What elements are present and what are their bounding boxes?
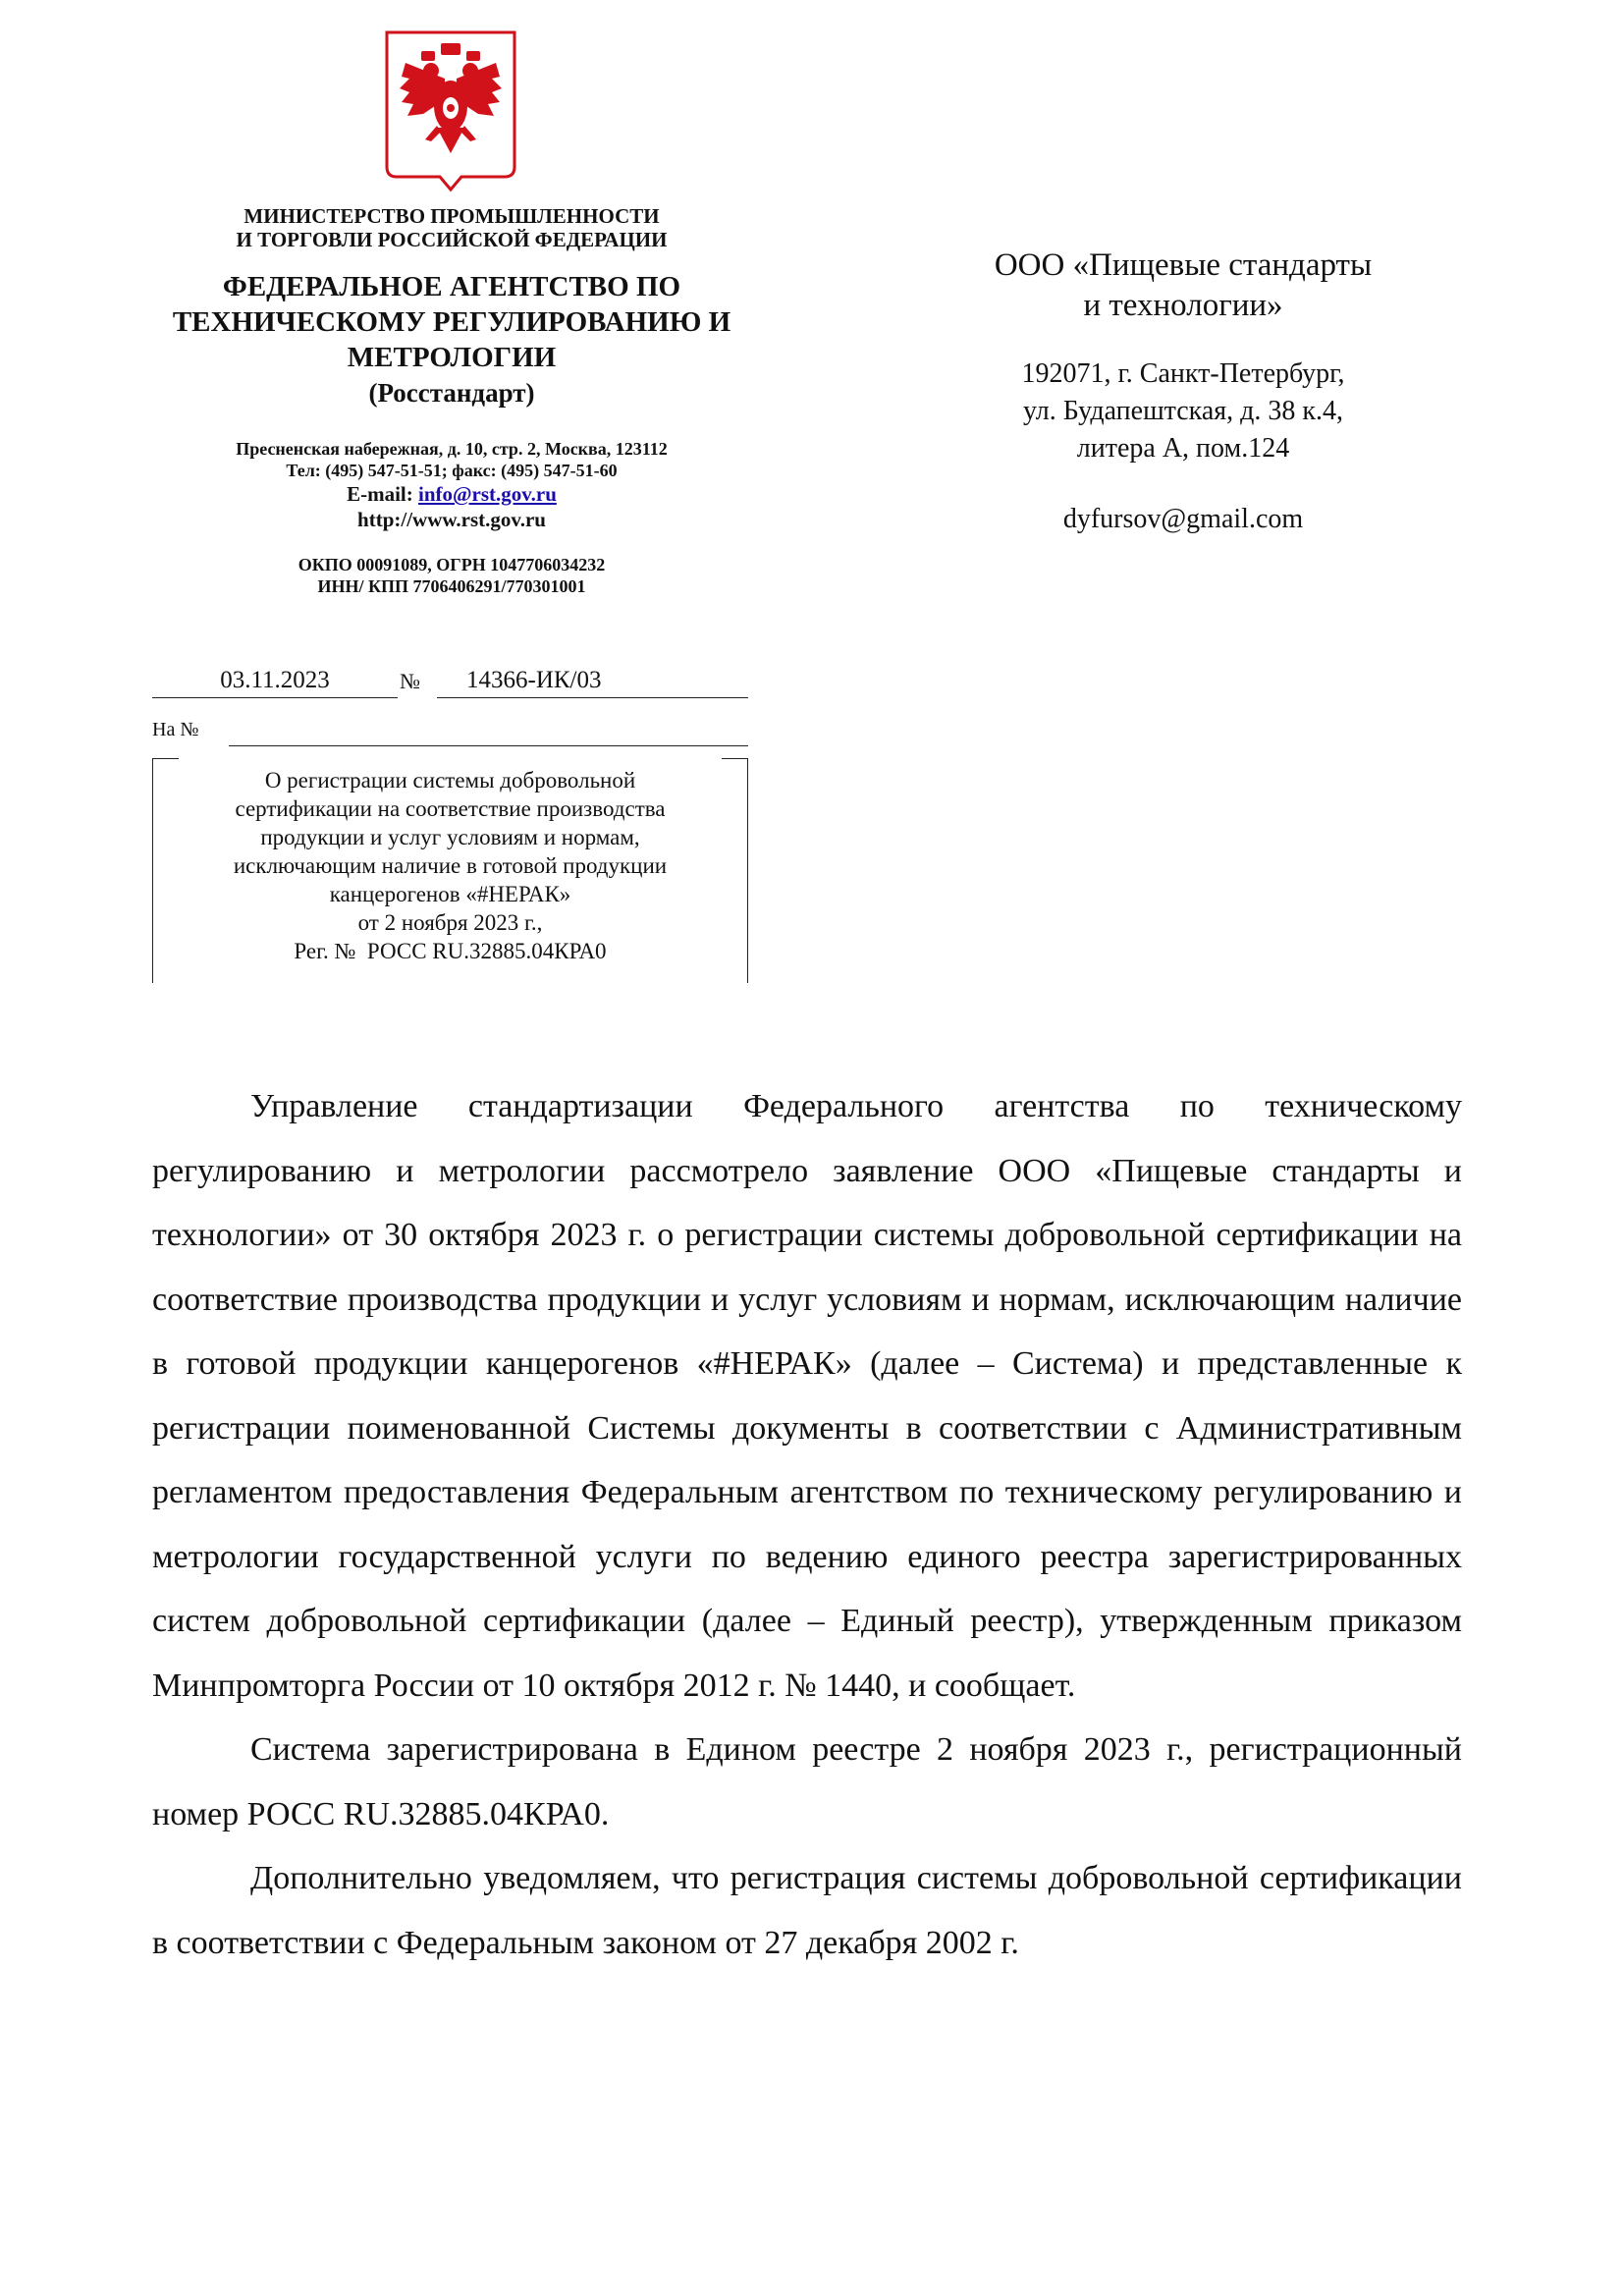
subject-text <box>172 766 729 965</box>
body-paragraph-2: Система зарегистрирована в Едином реестре 2 ноября 2023 г., регистрационный номер РОСС RU.32885.04КРА0. <box>152 1731 1462 1832</box>
agency-phone: Тел: (495) 547-51-51; факс: (495) 547-51-60 <box>286 461 618 480</box>
letter-body <box>152 1074 1462 1975</box>
subject-block <box>152 758 748 982</box>
document-date-number <box>152 665 748 698</box>
reference-underline <box>229 745 748 746</box>
agency-contacts <box>147 438 756 532</box>
agency-address: Пресненская набережная, д. 10, стр. 2, Москва, 123112 <box>236 439 668 459</box>
agency-codes <box>147 554 756 597</box>
coat-of-arms-icon <box>384 29 517 192</box>
addressee-address <box>903 355 1463 467</box>
subject-line-6: от 2 ноября 2023 г., <box>357 910 543 935</box>
letterhead <box>147 196 756 597</box>
addressee-org-line-1: ООО «Пищевые стандарты <box>994 247 1373 283</box>
agency-line-3: МЕТРОЛОГИИ <box>347 342 557 373</box>
reference-label: На № <box>152 719 199 740</box>
inn-kpp: ИНН/ КПП 7706406291/770301001 <box>317 576 586 596</box>
subject-line-3: продукции и услуг условиям и нормам, <box>260 825 640 849</box>
body-paragraph-3: Дополнительно уведомляем, что регистрация системы добровольной сертификации в соответствии с Федеральным законом от 27 декабря 2002 г. <box>152 1860 1462 1961</box>
agency-email-link[interactable]: info@rst.gov.ru <box>418 482 557 506</box>
addressee-block <box>903 246 1463 538</box>
email-label: E-mail: <box>347 482 419 506</box>
subject-line-4: исключающим наличие в готовой продукции <box>233 853 668 878</box>
addressee-email: dyfursov@gmail.com <box>1062 504 1304 534</box>
agency-line-1: ФЕДЕРАЛЬНОЕ АГЕНТСТВО ПО <box>222 271 681 302</box>
body-paragraph-1: Управление стандартизации Федерального агентства по техническому регулированию и метрологии рассмотрело заявление ООО «Пищевые стандарты и технологии» от 30 октября 2023 г. о регистрации системы добровольной сертификации на соответствие производства продукции и услуг условиям и нормам, исключающим наличие в готовой продукции канцерогенов «#НЕРАК» (далее – Система) и представленные к регистрации поименованной Системы документы в соответствии с Административным регламентом предоставления Федеральным агентством по техническому регулированию и метрологии государственной услуги по ведению единого реестра зарегистрированных систем добровольной сертификации (далее – Единый реестр), утвержденным приказом Минпромторга России от 10 октября 2012 г. № 1440, и сообщает. <box>152 1088 1462 1704</box>
number-sign: № <box>400 669 420 693</box>
number-underline <box>437 697 748 698</box>
reference-number <box>152 715 748 746</box>
subject-line-5: канцерогенов «#НЕРАК» <box>329 882 571 906</box>
addressee-org-line-2: и технологии» <box>1083 288 1283 323</box>
agency-name <box>147 269 756 410</box>
agency-email-line <box>147 481 756 507</box>
agency-website: http://www.rst.gov.ru <box>357 508 546 531</box>
addressee-address-line-1: 192071, г. Санкт-Петербург, <box>1021 358 1345 389</box>
okpo-ogrn: ОКПО 00091089, ОГРН 1047706034232 <box>298 555 606 574</box>
ministry-name <box>147 204 756 251</box>
addressee-org <box>903 246 1463 326</box>
ministry-line-2: И ТОРГОВЛИ РОССИЙСКОЙ ФЕДЕРАЦИИ <box>236 228 668 251</box>
addressee-address-line-2: ул. Будапештская, д. 38 к.4, <box>1023 396 1343 426</box>
ministry-line-1: МИНИСТЕРСТВО ПРОМЫШЛЕННОСТИ <box>243 204 660 228</box>
subject-line-2: сертификации на соответствие производства <box>235 796 666 821</box>
date-underline <box>152 697 398 698</box>
document-number: 14366-ИК/03 <box>466 667 602 693</box>
subject-line-7: Рег. № РОСС RU.32885.04КРА0 <box>294 939 607 963</box>
addressee-address-line-3: литера А, пом.124 <box>1076 433 1290 464</box>
document-date: 03.11.2023 <box>220 667 330 693</box>
subject-line-1: О регистрации системы добровольной <box>264 768 636 793</box>
agency-line-2: ТЕХНИЧЕСКОМУ РЕГУЛИРОВАНИЮ И <box>172 306 731 338</box>
agency-short-name: (Росстандарт) <box>368 378 535 408</box>
